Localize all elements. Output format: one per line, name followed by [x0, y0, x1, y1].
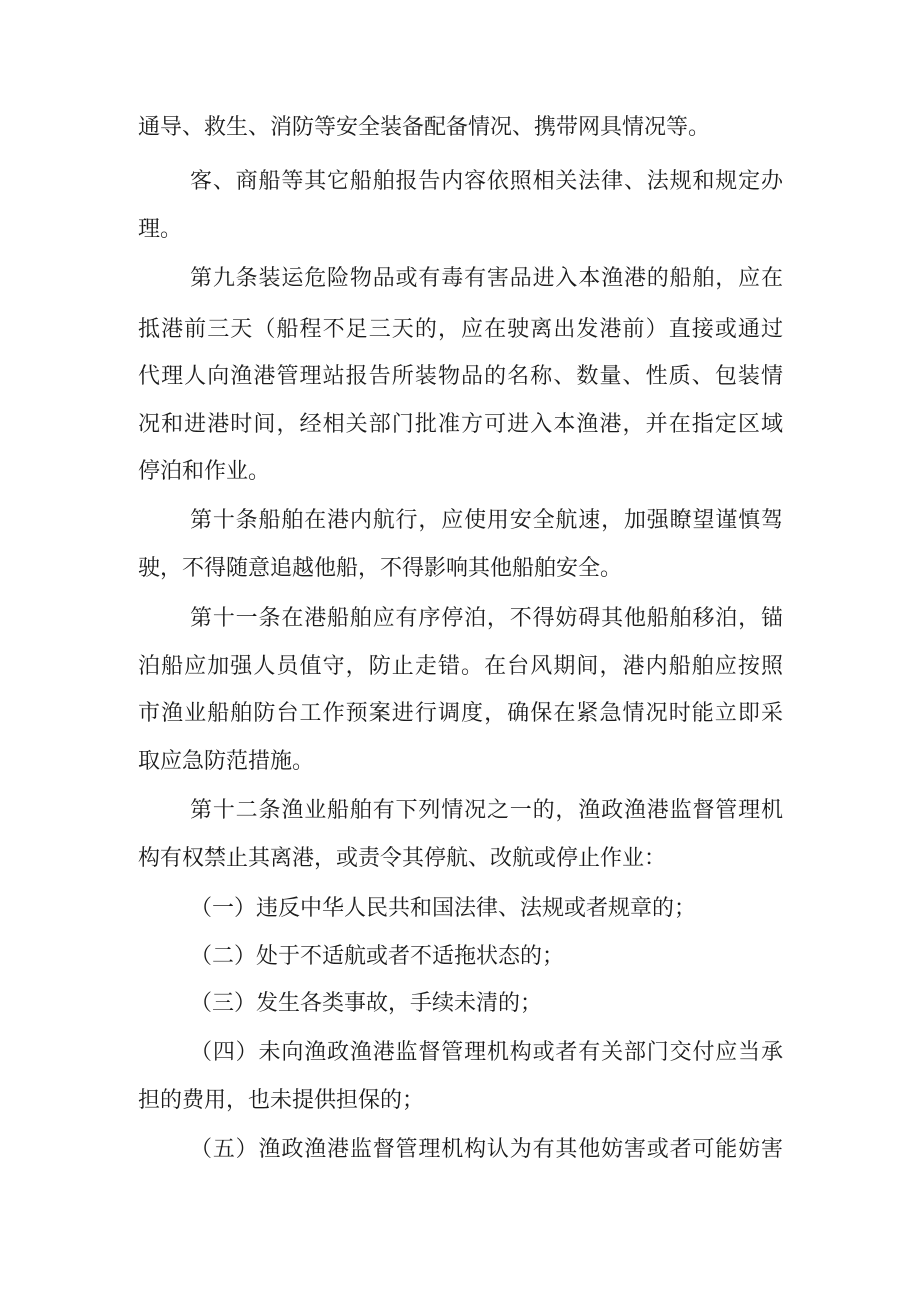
text-line: 客、商船等其它船舶报告内容依照相关法律、法规和规定办 — [190, 169, 783, 194]
text-line: （四）未向渔政渔港监督管理机构或者有关部门交付应当承 — [190, 1040, 783, 1065]
text-line: 理。 — [138, 217, 183, 242]
text-line: 况和进港时间，经相关部门批准方可进入本渔港，并在指定区域 — [138, 412, 783, 437]
text-line: 第十条船舶在港内航行，应使用安全航速，加强瞭望谨慎驾 — [190, 508, 783, 533]
text-line: （五）渔政渔港监督管理机构认为有其他妨害或者可能妨害 — [190, 1137, 783, 1162]
text-line: （一）违反中华人民共和国法律、法规或者规章的； — [190, 896, 697, 921]
text-line: 驶，不得随意追越他船，不得影响其他船舶安全。 — [138, 556, 623, 581]
text-line: 第十一条在港船舶应有序停泊，不得妨碍其他船舶移泊，锚 — [190, 606, 783, 631]
text-line: 担的费用，也未提供担保的； — [138, 1088, 425, 1113]
text-line: 第九条装运危险物品或有毒有害品进入本渔港的船舶，应在 — [190, 266, 783, 291]
text-line: 构有权禁止其离港，或责令其停航、改航或停止作业： — [138, 846, 667, 871]
text-line: （三）发生各类事故，手续未清的； — [190, 991, 543, 1016]
text-line: 泊船应加强人员值守，防止走错。在台风期间，港内船舶应按照 — [138, 654, 783, 679]
text-line: 代理人向渔港管理站报告所装物品的名称、数量、性质、包装情 — [138, 364, 783, 389]
text-line: 第十二条渔业船舶有下列情况之一的，渔政渔港监督管理机 — [190, 798, 783, 823]
text-line: 停泊和作业。 — [138, 459, 271, 484]
text-line: 取应急防范措施。 — [138, 749, 315, 774]
text-line: 通导、救生、消防等安全装备配备情况、携带网具情况等。 — [138, 115, 711, 140]
text-line: 市渔业船舶防台工作预案进行调度，确保在紧急情况时能立即采 — [138, 701, 783, 726]
text-line: 抵港前三天（船程不足三天的，应在驶离出发港前）直接或通过 — [138, 317, 783, 342]
text-line: （二）处于不适航或者不适拖状态的； — [190, 944, 565, 969]
